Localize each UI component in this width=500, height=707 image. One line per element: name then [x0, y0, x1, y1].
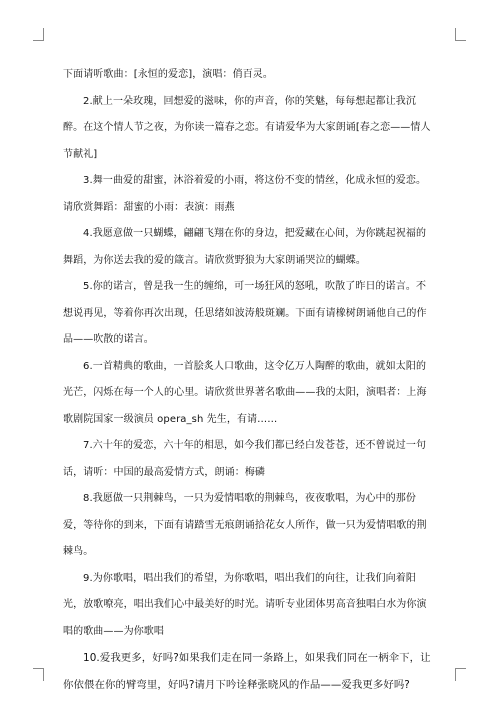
paragraph-5: 5.你的诺言，曾是我一生的缠绵，可一场狂风的怒吼，吹散了昨日的诺言。不想说再见，等着你再次出现，任思绪如波涛般斑斓。下面有请橡树朗诵他自己的作品——吹散的诺言。	[63, 281, 427, 345]
crop-mark-top-right	[455, 28, 466, 41]
paragraph-4: 4.我愿意做一只蝴蝶，翩翩飞翔在你的身边，把爱藏在心间，为你跳起祝福的舞蹈，为你送去我的爱的箴言。请欣赏野狼为大家朗诵哭泣的蝴蝶。	[63, 228, 427, 266]
paragraph-10: 10.爱我更多，好吗?如果我们走在同一条路上，如果我们同在一柄伞下，让你依偎在你的臂弯里，好吗?请月下吟诠释张晓风的作品——爱我更多好吗?	[63, 652, 431, 691]
crop-mark-bottom-right	[455, 668, 466, 681]
paragraph-1: 下面请听歌曲：[永恒的爱恋]，演唱：俏百灵。	[63, 69, 274, 80]
crop-mark-top-left	[33, 28, 44, 41]
document-body	[63, 62, 436, 698]
crop-mark-bottom-left	[33, 668, 44, 681]
paragraph-8: 8.我愿做一只荆棘鸟，一只为爱情唱歌的荆棘鸟，夜夜歌唱，为心中的那份爱，等待你的到来，下面有请踏雪无痕朗诵拾花女人所作，做一只为爱情唱歌的荆棘鸟。	[63, 493, 427, 557]
paragraph-6: 6.一首精典的歌曲，一首脍炙人口歌曲，这令亿万人陶醉的歌曲，就如太阳的光芒，闪烁在每一个人的心里。请欣赏世界著名歌曲——我的太阳，演唱者：上海歌剧院国家一级演员 opera_sh 先生，有请……	[63, 360, 427, 425]
paragraph-7: 7.六十年的爱恋，六十年的相思，如今我们都已经白发苍苍，还不曾说过一句话，请听：中国的最高爱情方式，朗诵：梅磷	[63, 440, 427, 478]
paragraph-3: 3.舞一曲爱的甜蜜，沐浴着爱的小雨，将这份不变的情丝，化成永恒的爱恋。请欣赏舞蹈：甜蜜的小雨：表演：雨燕	[63, 175, 427, 213]
paragraph-2: 2.献上一朵玫瑰，回想爱的滋味，你的声音，你的笑魅，每每想起都让我沉醉。在这个情人节之夜，为你读一篇春之恋。有请爱华为大家朗诵[春之恋——情人节献礼]	[63, 95, 431, 160]
paragraph-9: 9.为你歌唱，唱出我们的希望，为你歌唱，唱出我们的向往，让我们向着阳光，放歌嘹亮，唱出我们心中最美好的时光。请听专业团体男高音独唱白水为你演唱的歌曲——为你歌唱	[63, 572, 427, 637]
